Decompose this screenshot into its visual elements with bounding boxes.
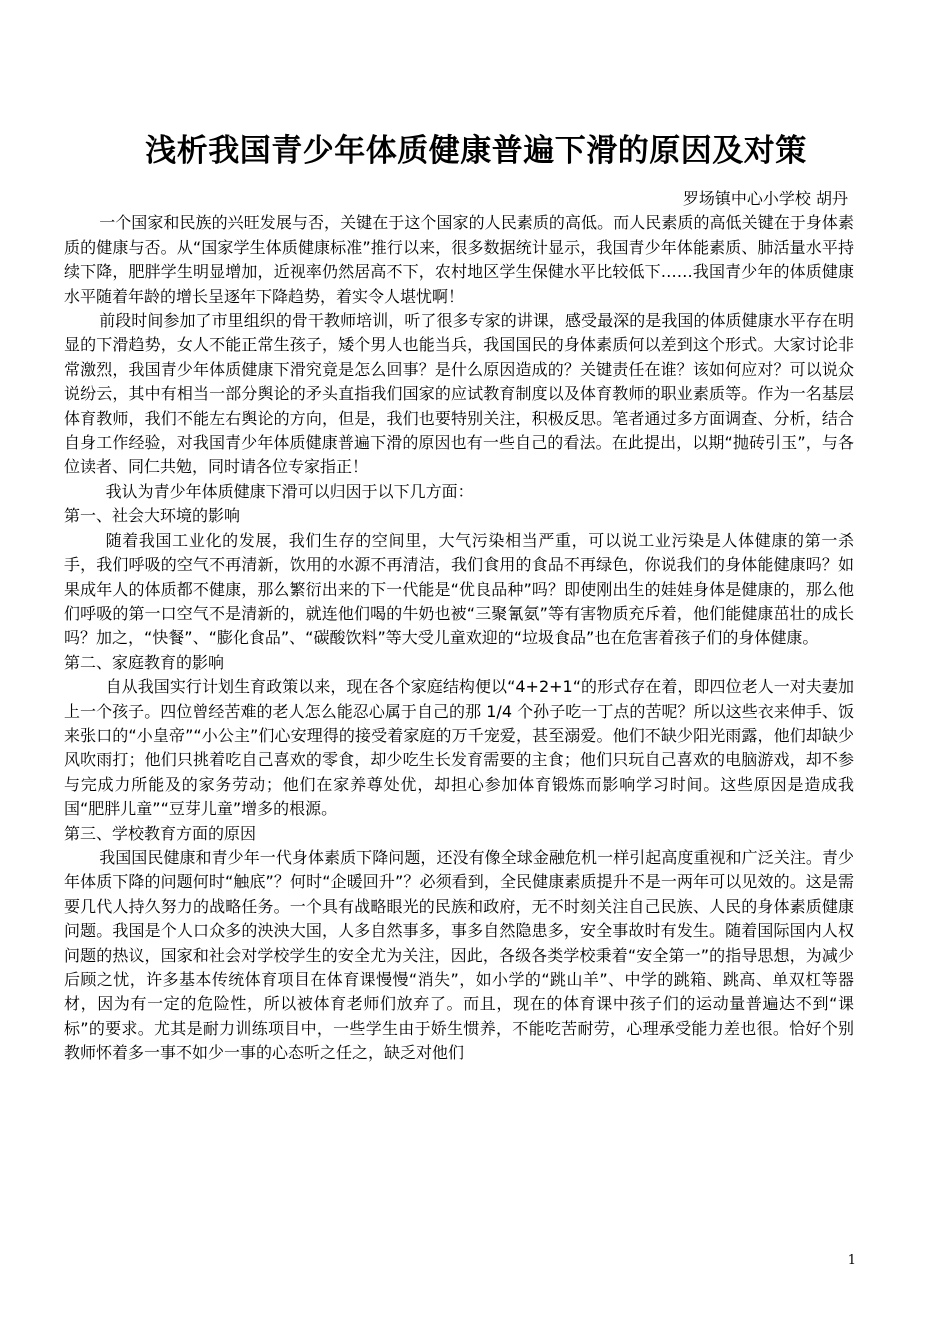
section-body-family: 自从我国实行计划生育政策以来，现在各个家庭结构便以“4+2+1“的形式存在着，即四位老人一对夫妻加上一个孩子。四位曾经苦难的老人怎么能忍心属于自己的那 1/4 个孙子吃一丁点的苦呢？所以这些衣来伸手、饭来张口的“小皇帝”“小公主”们心安理得的接受着家庭的万千宠爱，甚至溺爱。他们不缺少阳光雨露，他们却缺少风吹雨打；他们只挑着吃自己喜欢的零食，却少吃生长发育需要的主食；他们只玩自己喜欢的电脑游戏，却不参与完成力所能及的家务劳动；他们在家养尊处优，却担心参加体育锻炼而影响学习时间。这些原因是造成我国“肥胖儿童”“豆芽儿童”增多的根源。 [64, 677, 854, 819]
document-body [64, 187, 854, 1066]
section-heading-family: 第二、家庭教育的影响 [64, 652, 225, 672]
section-body-society: 随着我国工业化的发展，我们生存的空间里，大气污染相当严重，可以说工业污染是人体健康的第一杀手，我们呼吸的空气不再清新，饮用的水源不再清洁，我们食用的食品不再绿色，你说我们的身体能健康吗？如果成年人的体质都不健康，那么繁衍出来的下一代能是“优良品种”吗？即使刚出生的娃娃身体是健康的，那么他们呼吸的第一口空气不是清新的，就连他们喝的牛奶也被“三聚氰氨”等有害物质充斥着，他们能健康茁壮的成长吗？加之，“快餐”、“膨化食品”、“碳酸饮料”等大受儿童欢迎的“垃圾食品”也在危害着孩子们的身体健康。 [64, 530, 854, 648]
paragraph-intro: 一个国家和民族的兴旺发展与否，关键在于这个国家的人民素质的高低。而人民素质的高低关键在于身体素质的健康与否。从“国家学生体质健康标准”推行以来，很多数据统计显示，我国青少年体能素质、肺活量水平持续下降，肥胖学生明显增加，近视率仍然居高不下，农村地区学生保健水平比较低下……我国青少年的体质健康水平随着年龄的增长呈逐年下降趋势，着实令人堪忧啊！ [64, 213, 854, 306]
paragraph-causes-lead: 我认为青少年体质健康下滑可以归因于以下几方面： [105, 481, 474, 501]
section-heading-school: 第三、学校教育方面的原因 [64, 823, 257, 843]
paragraph-training: 前段时间参加了市里组织的骨干教师培训，听了很多专家的讲课，感受最深的是我国的体质健康水平存在明显的下滑趋势，女人不能正常生孩子，矮个男人也能当兵，我国国民的身体素质何以差到这个形式。大家讨论非常激烈，我国青少年体质健康下滑究竟是怎么回事？是什么原因造成的？关键责任在谁？该如何应对？可以说众说纷云，其中有相当一部分舆论的矛头直指我们国家的应试教育制度以及体育教师的职业素质等。作为一名基层体育教师，我们不能左右舆论的方向，但是，我们也要特别关注，积极反思。笔者通过多方面调查、分析，结合自身工作经验，对我国青少年体质健康普遍下滑的原因也有一些自己的看法。在此提出，以期“抛砖引玉”，与各位读者、同仁共勉，同时请各位专家指正！ [64, 311, 854, 477]
author-line: 罗场镇中心小学校 胡丹 [682, 189, 848, 208]
page-number: 1 [847, 1253, 856, 1268]
section-body-school: 我国国民健康和青少年一代身体素质下降问题，还没有像全球金融危机一样引起高度重视和广泛关注。青少年体质下降的问题何时“触底”？何时“企暖回升”？必须看到，全民健康素质提升不是一两年可以见效的。这是需要几代人持久努力的战略任务。一个具有战略眼光的民族和政府，无不时刻关注自己民族、人民的身体素质健康问题。我国是个人口众多的泱泱大国，人多自然事多，事多自然隐患多，安全事故时有发生。随着国际国内人权问题的热议，国家和社会对学校学生的安全尤为关注，因此，各级各类学校秉着“安全第一”的指导思想，为减少后顾之忧，许多基本传统体育项目在体育课慢慢“消失”，如小学的“跳山羊”、中学的跳箱、跳高、单双杠等器材，因为有一定的危险性，所以被体育老师们放弃了。而且，现在的体育课中孩子们的运动量普遍达不到“课标”的要求。尤其是耐力训练项目中，一些学生由于娇生惯养，不能吃苦耐劳，心理承受能力差也很。恰好个别教师怀着多一事不如少一事的心态听之任之，缺乏对他们 [64, 847, 854, 1063]
section-heading-society: 第一、社会大环境的影响 [64, 506, 241, 526]
document-title: 浅析我国青少年体质健康普遍下滑的原因及对策 [145, 133, 807, 169]
